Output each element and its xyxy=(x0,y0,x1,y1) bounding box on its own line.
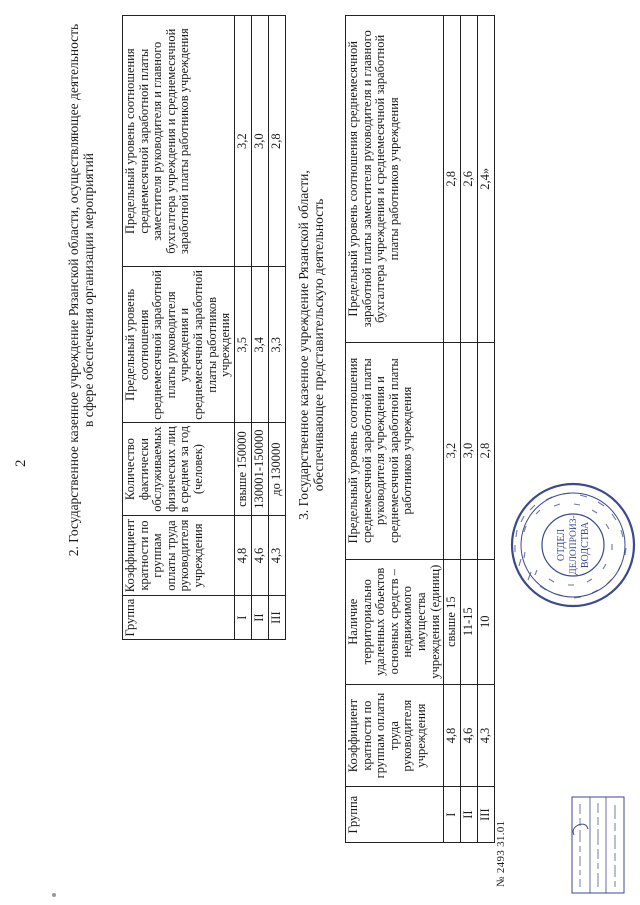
header-cell-coefficient: Коэффициент кратности по группам оплаты труда руководителя учреждения xyxy=(123,515,235,595)
cell-objects: свыше 15 xyxy=(444,559,461,684)
header-cell-deputy-ratio: Предельный уровень соотношения среднемесячной заработной платы заместителя руководителя и главного бухгалтера учреждения и среднемесячной заработной платы работников учреждения xyxy=(123,16,235,267)
cell-coefficient: 4,8 xyxy=(444,684,461,786)
cell-deputy-ratio: 2,8 xyxy=(268,16,285,267)
cell-group: I xyxy=(234,596,251,640)
cell-head-ratio: 2,8 xyxy=(478,342,495,559)
header-cell-group: Группа xyxy=(346,787,444,843)
cell-deputy-ratio: 2,4» xyxy=(478,16,495,343)
header-cell-persons: Количество фактически обслуживаемых физических лиц в среднем за год (человек) xyxy=(123,423,235,516)
cell-persons: до 130000 xyxy=(268,423,285,516)
stamp-text-line1: ОТДЕЛ xyxy=(556,528,567,562)
cell-group: I xyxy=(444,787,461,843)
cell-coefficient: 4,6 xyxy=(251,515,268,595)
table-row xyxy=(461,16,478,843)
header-cell-objects: Наличие территориально удаленных объектов основных средств – недвижимого имущества учреждения (единиц) xyxy=(346,559,444,684)
cell-coefficient: 4,3 xyxy=(478,684,495,786)
cell-group: III xyxy=(268,596,285,640)
cell-head-ratio: 3,5 xyxy=(234,267,251,423)
table-row xyxy=(444,16,461,843)
cell-objects: 10 xyxy=(478,559,495,684)
table-row xyxy=(251,16,268,640)
cell-coefficient: 4,3 xyxy=(268,515,285,595)
table-row xyxy=(478,16,495,843)
table-row xyxy=(234,16,251,640)
cell-persons: 130001-150000 xyxy=(251,423,268,516)
page-number: 2 xyxy=(13,459,29,467)
cell-head-ratio: 3,2 xyxy=(444,342,461,559)
cell-head-ratio: 3,4 xyxy=(251,267,268,423)
cell-deputy-ratio: 2,6 xyxy=(461,16,478,343)
cell-group: III xyxy=(478,787,495,843)
header-cell-group: Группа xyxy=(123,596,235,640)
registration-number: № 2493 31.01 xyxy=(495,820,507,887)
round-seal-stamp xyxy=(508,480,638,610)
cell-head-ratio: 3,3 xyxy=(268,267,285,423)
section-2-table xyxy=(122,15,286,640)
section-2-heading-line1: 2. Государственное казенное учреждение Рязанской области, осуществляющее деятельность xyxy=(66,23,81,557)
cell-deputy-ratio: 3,0 xyxy=(251,16,268,267)
cell-deputy-ratio: 3,2 xyxy=(234,16,251,267)
cell-objects: 11-15 xyxy=(461,559,478,684)
cell-coefficient: 4,6 xyxy=(461,684,478,786)
scan-speck xyxy=(52,893,56,897)
cell-coefficient: 4,8 xyxy=(234,515,251,595)
cell-persons: свыше 150000 xyxy=(234,423,251,516)
cell-group: II xyxy=(461,787,478,843)
header-cell-head-ratio: Предельный уровень соотношения среднемесячной заработной платы руководителя учреждения и среднемесячной заработной платы работников учреждения xyxy=(123,267,235,423)
header-cell-coefficient: Коэффициент кратности по группам оплаты труда руководителя учреждения xyxy=(346,684,444,786)
section-2-header-row xyxy=(123,16,235,640)
section-3-table xyxy=(345,15,495,843)
cell-group: II xyxy=(251,596,268,640)
stamp-text-line3: ВОДСТВА xyxy=(580,521,591,569)
registration-stamp xyxy=(570,795,626,895)
section-3-heading-line2: обеспечивающее представительскую деятельность xyxy=(311,198,326,492)
header-cell-deputy-ratio: Предельный уровень соотношения среднемесячной заработной платы заместителя руководителя и главного бухгалтера учреждения и среднемесячной заработной платы работников учреждения xyxy=(346,16,444,343)
section-3-heading xyxy=(296,85,326,605)
cell-head-ratio: 3,0 xyxy=(461,342,478,559)
header-cell-head-ratio: Предельный уровень соотношения среднемесячной заработной платы руководителя учреждения и среднемесячной заработной платы работников учреждения xyxy=(346,342,444,559)
cell-deputy-ratio: 2,8 xyxy=(444,16,461,343)
stamp-text-line2: ДЕЛОПРОИЗ- xyxy=(569,515,579,575)
section-2-heading xyxy=(66,0,96,610)
section-3-header-row xyxy=(346,16,444,843)
section-2-heading-line2: в сфере обеспечения организации мероприятий xyxy=(81,153,96,427)
section-3-heading-line1: 3. Государственное казенное учреждение Рязанской области, xyxy=(296,170,311,520)
table-row xyxy=(268,16,285,640)
